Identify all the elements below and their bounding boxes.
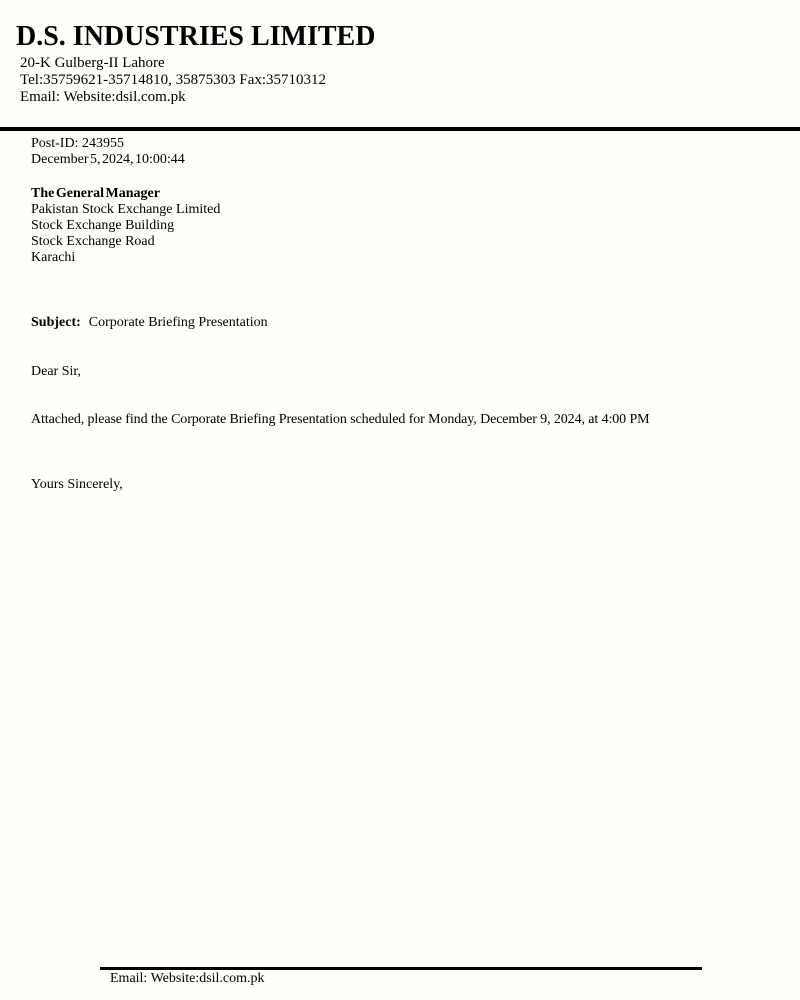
salutation: Dear Sir, bbox=[31, 364, 81, 379]
footer-divider bbox=[100, 967, 702, 970]
body-paragraph: Attached, please find the Corporate Briefing Presentation scheduled for Monday, December 9, 2024, at 4:00 PM bbox=[31, 412, 650, 427]
subject-label: Subject: bbox=[31, 315, 81, 330]
post-id: Post-ID: 243955 bbox=[31, 136, 124, 151]
letterhead-email-line: Email: Website:dsil.com.pk bbox=[20, 89, 186, 105]
company-name: D.S. INDUSTRIES LIMITED bbox=[16, 21, 376, 52]
recipient-line: Stock Exchange Road bbox=[31, 234, 155, 249]
letterhead-phone-line: Tel:35759621-35714810, 35875303 Fax:35710312 bbox=[20, 72, 327, 88]
letterhead-address-line: 20-K Gulberg-II Lahore bbox=[20, 55, 165, 71]
footer-email: Email: Website:dsil.com.pk bbox=[110, 971, 265, 986]
recipient-title: The General Manager bbox=[31, 186, 160, 201]
recipient-line: Stock Exchange Building bbox=[31, 218, 175, 233]
subject-text: Corporate Briefing Presentation bbox=[88, 315, 268, 330]
date-time: December 5, 2024, 10:00:44 bbox=[31, 152, 185, 167]
header-divider bbox=[0, 127, 800, 131]
closing: Yours Sincerely, bbox=[31, 477, 123, 492]
letterhead-address bbox=[20, 55, 326, 106]
recipient-line: Karachi bbox=[31, 250, 76, 265]
recipient-line: Pakistan Stock Exchange Limited bbox=[31, 202, 221, 217]
subject-line bbox=[31, 315, 268, 331]
letter-meta-and-recipient bbox=[31, 136, 220, 266]
